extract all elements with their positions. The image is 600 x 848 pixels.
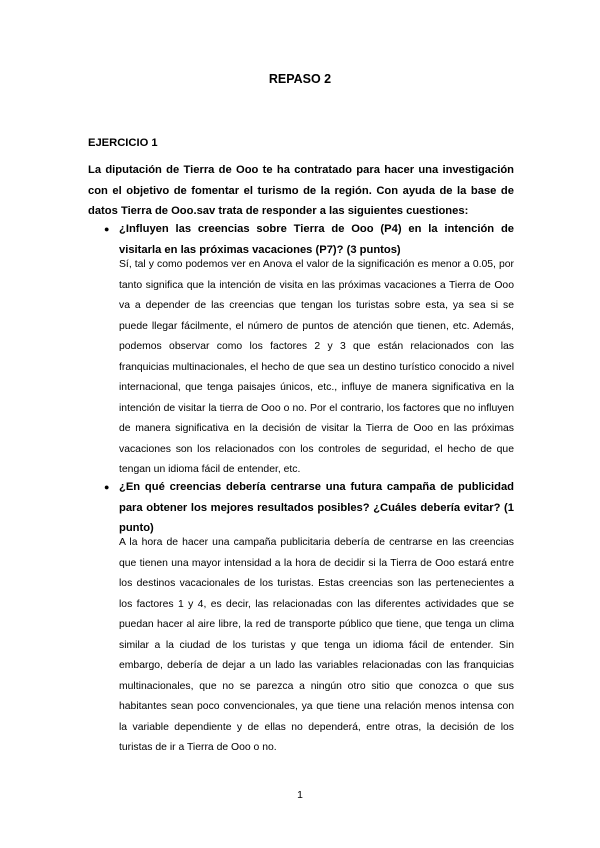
question-1: ¿Influyen las creencias sobre Tierra de Ooo (P4) en la intención de visitarla en las próximas vacaciones (P7)? (3 puntos): [119, 223, 514, 256]
page-title: REPASO 2: [268, 72, 332, 86]
page-number: 1: [297, 790, 303, 801]
exercise-heading: EJERCICIO 1: [88, 137, 158, 149]
bullet-icon: ●: [104, 482, 110, 492]
answer-1: Sí, tal y como podemos ver en Anova el valor de la significación es menor a 0.05, por tanto significa que la intención de visita en las próximas vacaciones a Tierra de Ooo va a depender de las creencias que tengan los turistas sobre esta, ya sea si se puede llegar fácilmente, el número de puntos de atención que tienen, etc. Además, podemos observar como los factores 2 y 3 que están relacionados con las franquicias multinacionales, el hecho de que sea un destino turístico conocido a nivel internacional, que tenga paisajes únicos, etc., influye de manera significativa en la intención de visitar la tierra de Ooo o no. Por el contrario, los factores que no influyen de manera significativa en la decisión de visitar la Tierra de Ooo en las próximas vacaciones son los relacionados con los controles de seguridad, el hecho de que tengan un idioma fácil de entender, etc.: [119, 259, 514, 475]
bullet-icon: ●: [104, 224, 110, 234]
answer-2: A la hora de hacer una campaña publicitaria debería de centrarse en las creencias que tienen una mayor intensidad a la hora de decidir si la Tierra de Ooo estará entre los destinos vacacionales de los turistas. Estas creencias son las pertenecientes a los factores 1 y 4, es decir, las relacionadas con las diferentes actividades que se puedan hacer al aire libre, la red de transporte público que tiene, que tenga un clima similar a la ciudad de los turistas y que tenga un idioma fácil de entender. Sin embargo, debería de dejar a un lado las variables relacionadas con las franquicias multinacionales, que no se parezca a ningún otro sitio que conozca o que sus habitantes sean poco convencionales, ya que tiene una relación menos intensa con la variable dependiente y de ellas no dependerá, entre otras, la decisión de los turistas de ir a Tierra de Ooo o no.: [119, 537, 514, 753]
question-2: ¿En qué creencias debería centrarse una futura campaña de publicidad para obtener los mejores resultados posibles? ¿Cuáles debería evitar? (1 punto): [119, 481, 514, 534]
intro-paragraph: La diputación de Tierra de Ooo te ha contratado para hacer una investigación con el objetivo de fomentar el turismo de la región. Con ayuda de la base de datos Tierra de Ooo.sav trata de responder a las siguientes cuestiones:: [88, 164, 514, 217]
